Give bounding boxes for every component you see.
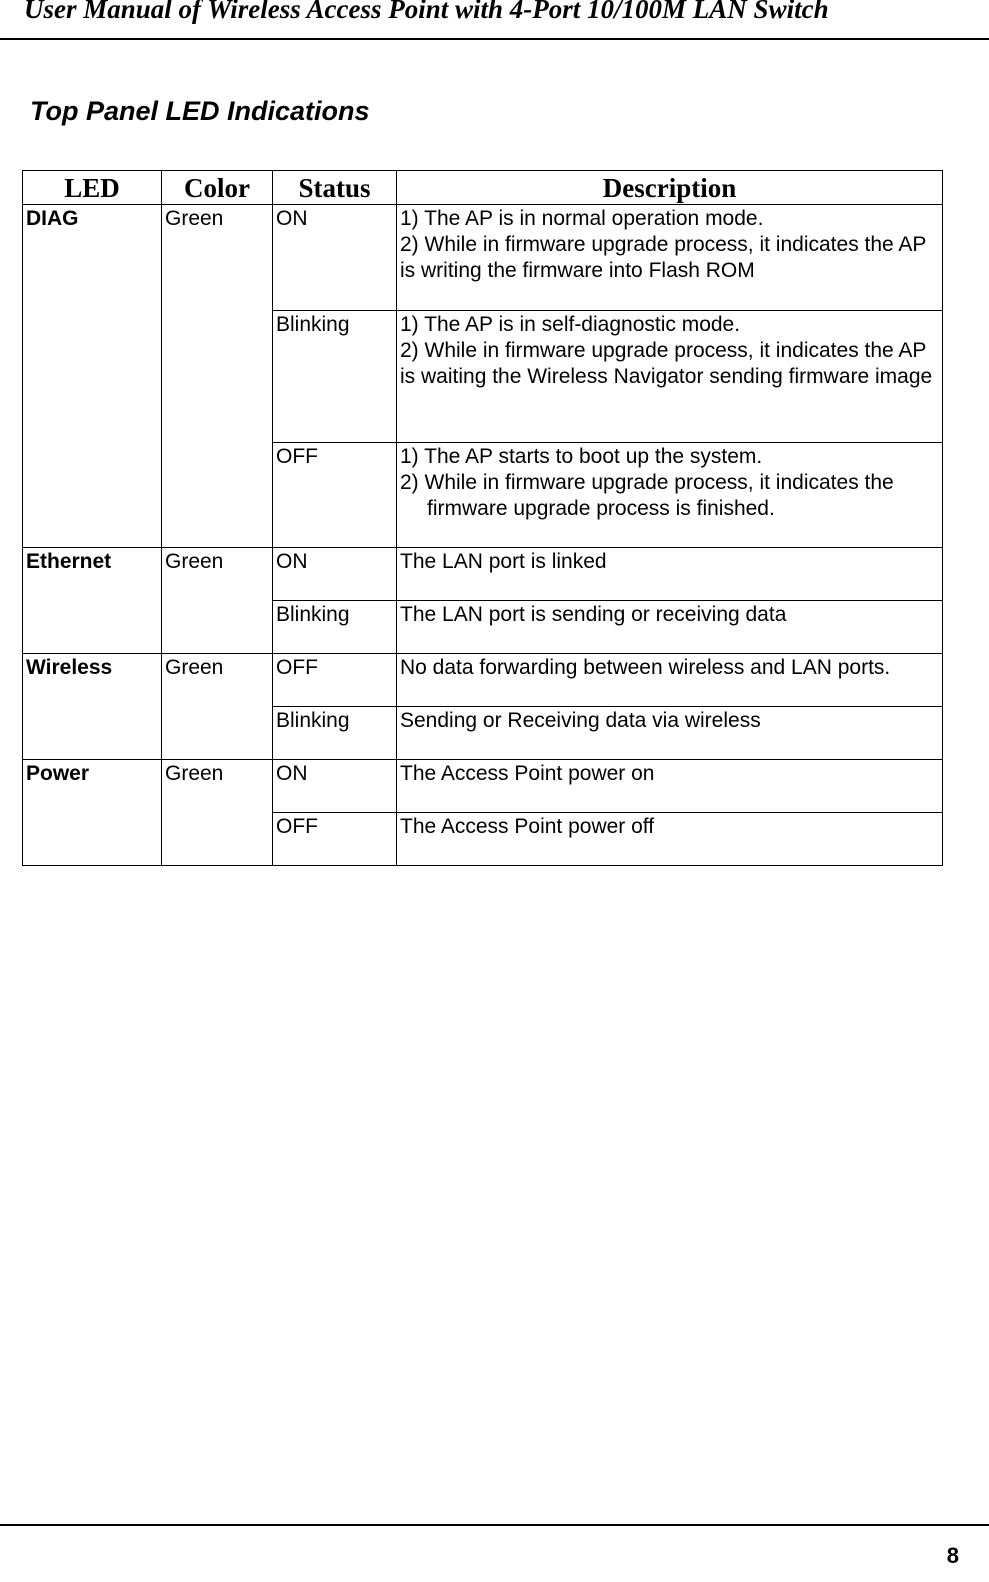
footer-divider <box>0 1524 989 1526</box>
led-description: No data forwarding between wireless and LAN ports. <box>397 654 943 707</box>
column-header-color: Color <box>162 171 273 205</box>
led-status: ON <box>273 548 397 601</box>
description-line: firmware upgrade process is finished. <box>427 497 775 520</box>
section-title: Top Panel LED Indications <box>30 96 370 126</box>
description-line: 2) While in firmware upgrade process, it indicates the <box>400 471 894 494</box>
table-row <box>23 654 943 707</box>
led-description <box>397 205 943 311</box>
led-status: Blinking <box>273 707 397 760</box>
led-status: OFF <box>273 654 397 707</box>
led-name-power: Power <box>23 760 162 866</box>
led-description: Sending or Receiving data via wireless <box>397 707 943 760</box>
table-row <box>23 205 943 311</box>
description-line: 1) The AP is in normal operation mode. <box>400 207 764 230</box>
led-description: The Access Point power on <box>397 760 943 813</box>
header-divider <box>0 38 989 40</box>
led-name-diag: DIAG <box>23 205 162 548</box>
table-row <box>23 760 943 813</box>
led-description: The Access Point power off <box>397 813 943 866</box>
led-status: OFF <box>273 813 397 866</box>
column-header-description: Description <box>397 171 943 205</box>
led-status: ON <box>273 205 397 311</box>
led-status: Blinking <box>273 601 397 654</box>
led-description <box>397 311 943 443</box>
document-header-title: User Manual of Wireless Access Point with 4-Port 10/100M LAN Switch <box>24 0 829 24</box>
led-color: Green <box>162 760 273 866</box>
led-status: Blinking <box>273 311 397 443</box>
led-color: Green <box>162 654 273 760</box>
description-line: 1) The AP is in self-diagnostic mode. <box>400 313 741 336</box>
led-description: The LAN port is linked <box>397 548 943 601</box>
table-header-row <box>23 171 943 205</box>
led-name-wireless: Wireless <box>23 654 162 760</box>
led-description: The LAN port is sending or receiving data <box>397 601 943 654</box>
table-row <box>23 548 943 601</box>
led-color: Green <box>162 205 273 548</box>
page-number: 8 <box>946 1543 959 1568</box>
column-header-status: Status <box>273 171 397 205</box>
description-line: 1) The AP starts to boot up the system. <box>400 445 763 468</box>
description-line: 2) While in firmware upgrade process, it indicates the AP is writing the firmware into Flash ROM <box>400 233 927 282</box>
led-status: ON <box>273 760 397 813</box>
column-header-led: LED <box>23 171 162 205</box>
led-status: OFF <box>273 443 397 548</box>
led-description <box>397 443 943 548</box>
description-line: 2) While in firmware upgrade process, it indicates the AP is waiting the Wireless Navigator sending firmware image <box>400 339 933 388</box>
led-color: Green <box>162 548 273 654</box>
led-name-ethernet: Ethernet <box>23 548 162 654</box>
led-indications-table <box>22 170 943 866</box>
